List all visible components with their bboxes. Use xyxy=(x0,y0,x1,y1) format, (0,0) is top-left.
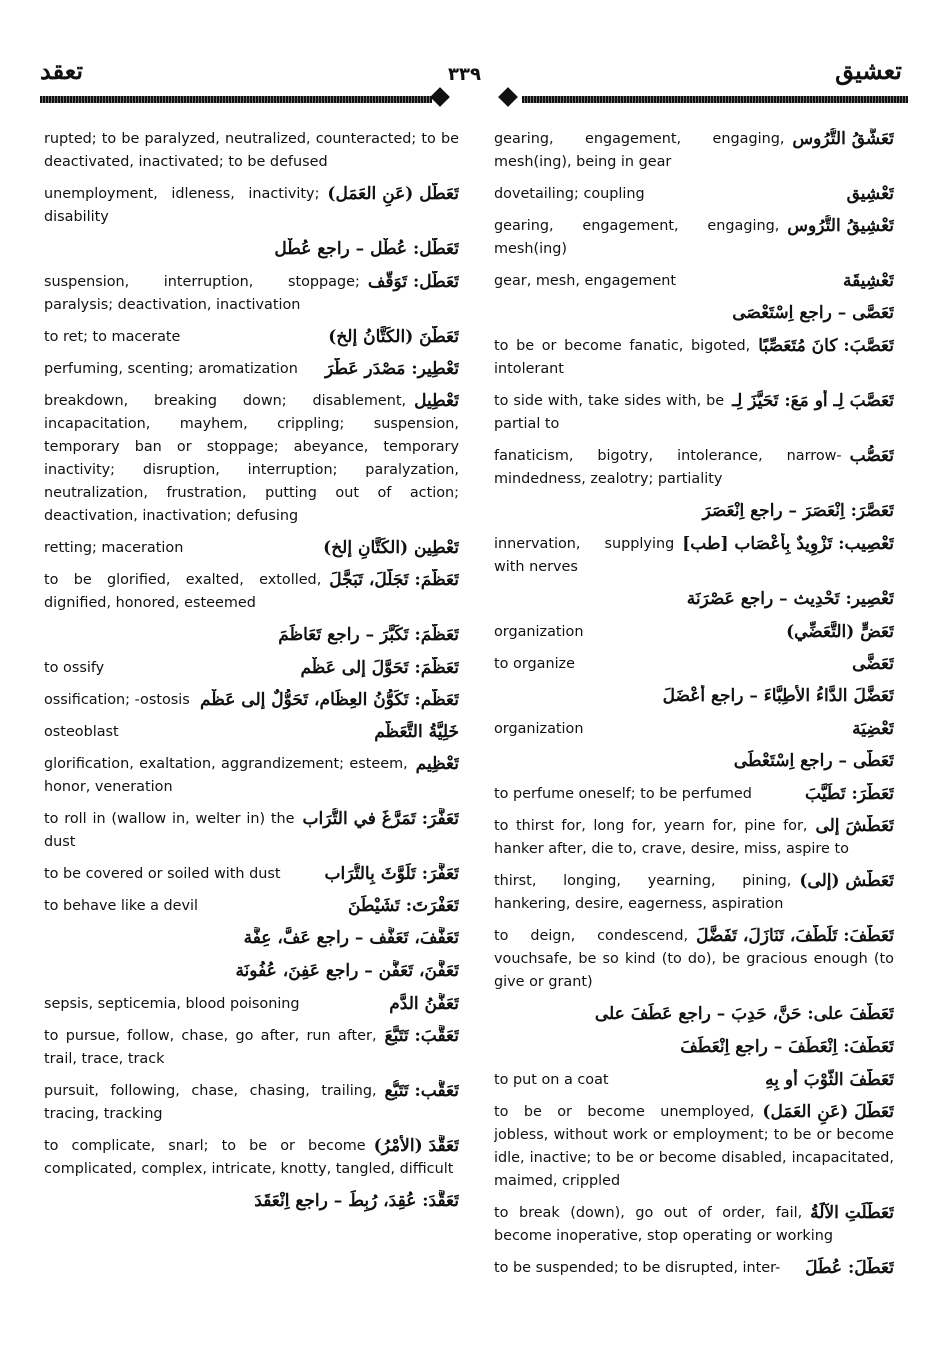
dictionary-entry xyxy=(44,960,459,984)
arabic-headword: تَعَضَّى xyxy=(852,654,894,674)
left-column xyxy=(44,128,459,1223)
dictionary-entry xyxy=(44,238,459,262)
arabic-headword: تَعَقَّدَ: عُقِدَ، رُبِطَ – راجع اِنْعَقَدَ xyxy=(254,1191,459,1211)
right-column xyxy=(494,128,894,1289)
english-definition: breakdown, breaking down; disablement, incapacitation, mayhem, crippling; suspension, temporary ban or stoppage; abeyance, temporary inactivity; disruption, interruption; paralyzation, neutralization, frustration, putting out of action; deactivation, inactivation; defusing xyxy=(44,393,459,524)
header-rule-right xyxy=(522,96,908,103)
dictionary-entry xyxy=(44,624,459,648)
dictionary-entry xyxy=(44,927,459,951)
arabic-headword: تَعَظَّمَ: تَكَبَّرَ – راجع تَعَاظَمَ xyxy=(278,625,459,645)
header-rule-left xyxy=(40,96,432,103)
english-definition: to side with, take sides with, be partial to xyxy=(494,393,725,432)
arabic-headword: تَعَظُّم: تَكَوُّنُ العِظَام، تَحَوُّلٌ إلى عَظْم xyxy=(199,690,459,710)
dictionary-entry xyxy=(44,863,459,886)
english-definition: to thirst for, long for, yearn for, pine for, hanker after, die to, crave, desire, miss, aspire to xyxy=(494,818,849,857)
arabic-headword: تَعَفْرَتَ: تَشَيْطَنَ xyxy=(347,896,459,916)
arabic-headword: تَعَصُّب xyxy=(849,446,894,466)
arabic-headword: تَعَفَّرَ: تَمَرَّغَ في التُّرَاب xyxy=(302,809,459,829)
dictionary-entry xyxy=(44,1080,459,1126)
arabic-headword: تَعْصِيب: تَزْوِيدٌ بِأَعْصَاب [طب] xyxy=(682,534,894,554)
dictionary-entry xyxy=(494,783,894,806)
dictionary-entry xyxy=(494,1257,894,1280)
dictionary-entry xyxy=(494,925,894,994)
english-definition: to perfume oneself; to be perfumed xyxy=(494,786,752,802)
english-definition: pursuit, following, chase, chasing, trailing, tracing, tracking xyxy=(44,1083,377,1122)
arabic-headword: تَعْطِيل xyxy=(414,391,459,411)
arabic-headword: تَعَظَّمَ: تَجَلَّلَ، تَبَجَّلَ xyxy=(329,570,459,590)
english-definition: to ret; to macerate xyxy=(44,329,181,345)
arabic-headword: تَعَطُّل: عُطْل – راجع عُطْل xyxy=(274,239,459,259)
arabic-headword: تَعَطَّشَ إلى xyxy=(815,816,894,836)
dictionary-entry xyxy=(44,326,459,349)
english-definition: glorification, exaltation, aggrandizement; esteem, honor, veneration xyxy=(44,756,408,795)
english-definition: to be or become unemployed, jobless, without work or employment; to be or become idle, inactive; to be or become disabled, incapacitated, maimed, crippled xyxy=(494,1104,894,1189)
arabic-headword: تَعَشُّقُ التُّرُوس xyxy=(792,129,894,149)
arabic-headword: تَعْشِيقُ التُّرُوس xyxy=(787,216,894,236)
english-definition: to complicate, snarl; to be or become complicated, complex, intricate, knotty, tangled, difficult xyxy=(44,1138,454,1177)
english-definition: to pursue, follow, chase, go after, run after, trail, trace, track xyxy=(44,1028,377,1067)
arabic-headword: تَعْطِير: مَصْدَر عَطَّرَ xyxy=(325,359,459,379)
dictionary-entry xyxy=(44,721,459,744)
english-definition: innervation, supplying with nerves xyxy=(494,536,675,575)
arabic-headword: تَعْضِيَة xyxy=(852,719,894,739)
arabic-headword: تَعَفَّفَ، تَعَفُّف – راجع عَفَّ، عِفَّة xyxy=(243,928,459,948)
arabic-headword: تَعَفَّنَ، تَعَفُّن – راجع عَفِنَ، عُفُونَة xyxy=(235,961,459,981)
dictionary-entry xyxy=(494,653,894,676)
arabic-headword: تَعَفُّنُ الدَّم xyxy=(389,994,459,1014)
rule-diamond-right xyxy=(498,87,518,107)
arabic-headword: تَعَطَّلَ: عُطِّلَ xyxy=(805,1258,894,1278)
english-definition: suspension, interruption, stoppage; paralysis; deactivation, inactivation xyxy=(44,274,360,313)
dictionary-entry xyxy=(494,1202,894,1248)
dictionary-entry xyxy=(494,1101,894,1193)
dictionary-entry xyxy=(44,358,459,381)
page-number: ٣٣٩ xyxy=(448,64,481,85)
dictionary-entry xyxy=(494,215,894,261)
dictionary-entry xyxy=(44,271,459,317)
english-definition: fanaticism, bigotry, intolerance, narrow-mindedness, zealotry; partiality xyxy=(494,448,842,487)
english-definition: to break (down), go out of order, fail, become inoperative, stop operating or working xyxy=(494,1205,833,1244)
arabic-headword: تَعَطَّى – راجع اِسْتَعْطَى xyxy=(733,751,894,771)
arabic-headword: تَعَصَّى – راجع اِسْتَعْصَى xyxy=(732,303,894,323)
dictionary-entry xyxy=(44,1025,459,1071)
english-definition: dovetailing; coupling xyxy=(494,186,645,202)
arabic-headword: تَعَطَّرَ: تَطَيَّبَ xyxy=(805,784,894,804)
english-definition: to be suspended; to be disrupted, inter- xyxy=(494,1260,781,1276)
arabic-headword: تَعَطُّل (عَنِ العَمَل) xyxy=(327,184,459,204)
english-definition: unemployment, idleness, inactivity; disability xyxy=(44,186,320,225)
dictionary-entry xyxy=(494,445,894,491)
english-definition: organization xyxy=(494,721,584,737)
dictionary-entry xyxy=(494,302,894,326)
english-definition: to organize xyxy=(494,656,575,672)
dictionary-entry xyxy=(44,993,459,1016)
english-definition: gear, mesh, engagement xyxy=(494,273,677,289)
dictionary-entry xyxy=(494,128,894,174)
dictionary-entry xyxy=(44,183,459,229)
arabic-headword: تَعَصَّرَ: اِنْعَصَرَ – راجع اِنْعَصَرَ xyxy=(702,501,894,521)
dictionary-entry xyxy=(44,537,459,560)
english-definition: to put on a coat xyxy=(494,1072,609,1088)
arabic-headword: تَعَضٍّ (التَّعَضِّي) xyxy=(786,622,894,642)
arabic-headword: تَعْشِيقَة xyxy=(843,271,894,291)
arabic-headword: تَعَقَّبَ: تَتَبَّعَ xyxy=(384,1026,459,1046)
arabic-headword: تَعْظِيم xyxy=(415,754,459,774)
arabic-headword: تَعَطَّفَ على: حَنَّ، حَدِبَ – راجع عَطَفَ على xyxy=(594,1004,894,1024)
dictionary-entry xyxy=(44,657,459,680)
dictionary-entry xyxy=(44,689,459,712)
arabic-headword: تَعَظَّمَ: تَحَوَّلَ إلى عَظْم xyxy=(300,658,459,678)
dictionary-entry xyxy=(44,753,459,799)
english-definition: to deign, condescend, vouchsafe, be so kind (to do), be gracious enough (to give or grant) xyxy=(494,928,894,990)
arabic-headword: تَعَطَّلَ (عَنِ العَمَل) xyxy=(762,1102,894,1122)
dictionary-entry xyxy=(494,183,894,206)
dictionary-entry xyxy=(494,718,894,741)
dictionary-entry xyxy=(494,621,894,644)
dictionary-entry xyxy=(494,1036,894,1060)
english-definition: osteoblast xyxy=(44,724,119,740)
arabic-headword: تَعْشِيق xyxy=(846,184,894,204)
rule-diamond-left xyxy=(430,87,450,107)
dictionary-entry xyxy=(44,390,459,528)
english-definition: to be glorified, exalted, extolled, dignified, honored, esteemed xyxy=(44,572,322,611)
dictionary-entry xyxy=(494,870,894,916)
arabic-headword: تَعَقَّدَ (الأَمْرُ) xyxy=(373,1136,459,1156)
arabic-headword: تَعَصَّبَ: كانَ مُتَعَصِّبًا xyxy=(758,336,894,356)
english-definition: to be or become fanatic, bigoted, intolerant xyxy=(494,338,751,377)
arabic-headword: تَعَضَّلَ الدَّاءُ الأَطِبَّاءَ – راجع أَعْضَلَ xyxy=(662,686,894,706)
dictionary-entry xyxy=(44,808,459,854)
dictionary-entry xyxy=(494,390,894,436)
arabic-headword: تَعْصِير: تَحْدِيث – راجع عَصْرَنَة xyxy=(686,589,894,609)
english-definition: rupted; to be paralyzed, neutralized, counteracted; to be deactivated, inactivated; to be defused xyxy=(44,131,459,170)
arabic-headword: تَعَطَّفَ الثَّوْبَ أو بِهِ xyxy=(765,1070,894,1090)
dictionary-entry xyxy=(494,588,894,612)
arabic-headword: تَعَفَّرَ: تَلَوَّثَ بِالتُّرَاب xyxy=(324,864,459,884)
arabic-headword: تَعَطَّلَتِ الآلَةُ xyxy=(810,1203,894,1223)
arabic-headword: تَعْطِين (الكَتَّانِ إلخ) xyxy=(323,538,459,558)
dictionary-entry xyxy=(44,569,459,615)
dictionary-entry xyxy=(494,685,894,709)
english-definition: sepsis, septicemia, blood poisoning xyxy=(44,996,300,1012)
dictionary-entry xyxy=(494,270,894,293)
english-definition: to behave like a devil xyxy=(44,898,199,914)
arabic-headword: تَعَطُّش (إلى) xyxy=(799,871,894,891)
dictionary-entry xyxy=(494,1069,894,1092)
arabic-headword: تَعَطُّل: تَوَقُّف xyxy=(367,272,459,292)
english-definition: thirst, longing, yearning, pining, hankering, desire, eagerness, aspiration xyxy=(494,873,792,912)
arabic-headword: تَعَقُّب: تَتَبُّع xyxy=(384,1081,459,1101)
english-definition: to ossify xyxy=(44,660,105,676)
arabic-headword: تَعَصَّبَ لِـ أو مَعَ: تَحَيَّزَ لِـ xyxy=(732,391,894,411)
dictionary-entry xyxy=(494,750,894,774)
dictionary-entry xyxy=(44,895,459,918)
dictionary-entry xyxy=(44,128,459,174)
arabic-headword: تَعَطَّفَ: اِنْعَطَفَ – راجع اِنْعَطَفَ xyxy=(680,1037,894,1057)
arabic-headword: تَعَطَّفَ: تَلَطَّفَ، تَنَازَلَ، تَفَضَّلَ xyxy=(696,926,894,946)
arabic-headword: تَعَطَّنَ (الكَتَّانُ إلخ) xyxy=(328,327,459,347)
dictionary-entry xyxy=(44,1190,459,1214)
header-right-word: تعشيق xyxy=(835,56,902,85)
english-definition: to be covered or soiled with dust xyxy=(44,866,281,882)
dictionary-entry xyxy=(494,500,894,524)
english-definition: ossification; -ostosis xyxy=(44,692,190,708)
dictionary-entry xyxy=(494,815,894,861)
english-definition: perfuming, scenting; aromatization xyxy=(44,361,298,377)
dictionary-entry xyxy=(494,533,894,579)
dictionary-entry xyxy=(494,1003,894,1027)
english-definition: retting; maceration xyxy=(44,540,184,556)
header-left-word: تعقد xyxy=(40,56,83,85)
english-definition: to roll in (wallow in, welter in) the dust xyxy=(44,811,295,850)
english-definition: gearing, engagement, engaging, mesh(ing) xyxy=(494,218,780,257)
english-definition: gearing, engagement, engaging, mesh(ing), being in gear xyxy=(494,131,785,170)
dictionary-entry xyxy=(44,1135,459,1181)
arabic-headword: خَلِيَّةُ التَّعَظُّم xyxy=(374,722,459,742)
dictionary-entry xyxy=(494,335,894,381)
english-definition: organization xyxy=(494,624,584,640)
